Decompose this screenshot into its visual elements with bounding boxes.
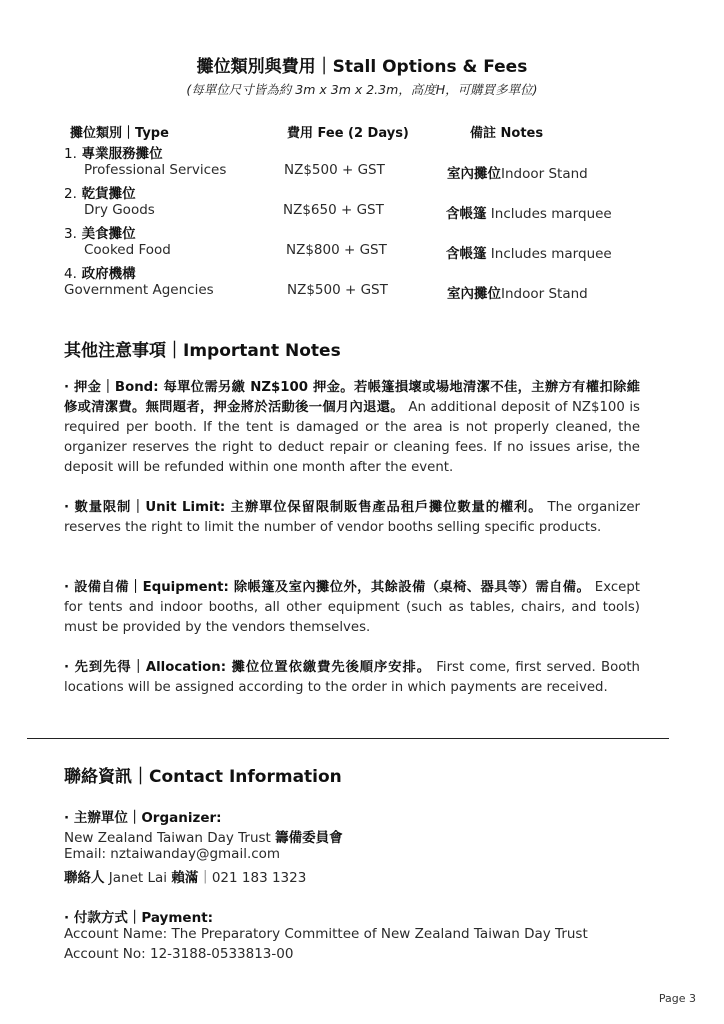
note-bond [64,378,640,478]
stall-fee: NZ$800 + GST [286,242,387,258]
stall-category [64,182,136,202]
stall-note [447,162,588,182]
note-en: Includes marquee [486,206,612,222]
note-text-en: First come, first served. Booth locations will be assigned according to the order in which payments are received. [64,660,640,695]
important-notes-title: 其他注意事項｜Important Notes [64,341,341,361]
contact-phone: ｜021 183 1323 [198,870,307,886]
stall-category [64,222,136,242]
note-text-en: Except for tents and indoor booths, all other equipment (such as tables, chairs, and tools) must be provided by the vendors themselves. [64,580,640,635]
note-label: · 數量限制｜Unit Limit: [64,500,226,515]
organizer-name [64,826,343,846]
note-cn: 室內攤位 [447,166,501,182]
note-cn: 含帳篷 [446,246,487,262]
note-label: · 先到先得｜Allocation: [64,660,227,675]
category-name-cn: 專業服務攤位 [81,146,163,162]
organizer-name-en: New Zealand Taiwan Day Trust [64,830,276,846]
note-equipment [64,578,640,638]
note-label: · 設備自備｜Equipment: [64,580,229,595]
note-en: Includes marquee [486,246,612,262]
category-number: 1. [64,146,77,162]
category-name-en: Government Agencies [64,282,214,298]
header-type: 攤位類別｜Type [70,126,169,141]
note-text-cn: 除帳篷及室內攤位外，其餘設備（桌椅、器具等）需自備。 [228,580,591,595]
stall-note [446,202,612,222]
category-number: 2. [64,186,77,202]
category-name-en: Cooked Food [84,242,171,258]
category-name-en: Professional Services [84,162,227,178]
organizer-name-cn: 籌備委員會 [275,830,343,846]
stall-fee: NZ$500 + GST [284,162,385,178]
account-name: Account Name: The Preparatory Committee of New Zealand Taiwan Day Trust [64,926,588,942]
organizer-label-text: · 主辦單位｜Organizer: [64,810,222,826]
stall-note [446,242,612,262]
contact-person-name-cn: 賴滿 [171,870,199,886]
organizer-email[interactable]: Email: nztaiwanday@gmail.com [64,846,281,862]
category-number: 4. [64,266,77,282]
stall-size-note: (每單位尺寸皆為約 3m x 3m x 2.3m，高度H，可購買多單位) [186,82,538,97]
category-name-cn: 政府機構 [81,266,136,282]
category-name-cn: 乾貨攤位 [81,186,136,202]
contact-person [64,866,306,886]
note-allocation [64,658,640,698]
note-text-en: An additional deposit of NZ$100 is required per booth. If the tent is damaged or the area is not properly cleaned, the organizer reserves the right to deduct repair or cleaning fees. If no issues arise, the deposit will be refunded within one month after the event. [64,400,640,475]
note-text-en: The organizer reserves the right to limit the number of vendor booths selling specific products. [64,500,641,535]
contact-person-label: 聯絡人 [64,870,105,886]
organizer-label [64,806,222,826]
stall-fee: NZ$650 + GST [283,202,384,218]
category-name-en: Dry Goods [84,202,155,218]
account-number: Account No: 12-3188-0533813-00 [64,946,294,962]
note-text-cn: 攤位位置依繳費先後順序安排。 [226,660,432,675]
note-en: Indoor Stand [501,286,588,302]
payment-label-text: · 付款方式｜Payment: [64,910,214,926]
note-text-cn: 每單位需另繳 NZ$100 押金。若帳篷損壞或場地清潔不佳，主辦方有權扣除維修或清潔費。無問題者，押金將於活動後一個月內退還。 [64,380,640,415]
note-en: Indoor Stand [501,166,588,182]
stall-category [64,142,163,162]
note-text-cn: 主辦單位保留限制販售產品租戶攤位數量的權利。 [225,500,543,515]
contact-person-name-en: Janet Lai [104,870,172,886]
page-number: Page 3 [658,992,696,1005]
header-fee: 費用 Fee (2 Days) [287,126,409,141]
stall-note [447,282,588,302]
contact-info-title: 聯絡資訊｜Contact Information [64,767,342,787]
note-unit-limit [64,498,640,538]
header-notes: 備註 Notes [470,126,544,141]
note-label: · 押金｜Bond: [64,380,159,395]
note-cn: 含帳篷 [446,206,487,222]
section-divider [27,738,669,739]
category-number: 3. [64,226,77,242]
category-name-cn: 美食攤位 [81,226,136,242]
stall-section-title: 攤位類別與費用｜Stall Options & Fees [196,57,528,77]
stall-category [64,262,136,282]
note-cn: 室內攤位 [447,286,501,302]
stall-fee: NZ$500 + GST [287,282,388,298]
payment-label [64,906,213,926]
